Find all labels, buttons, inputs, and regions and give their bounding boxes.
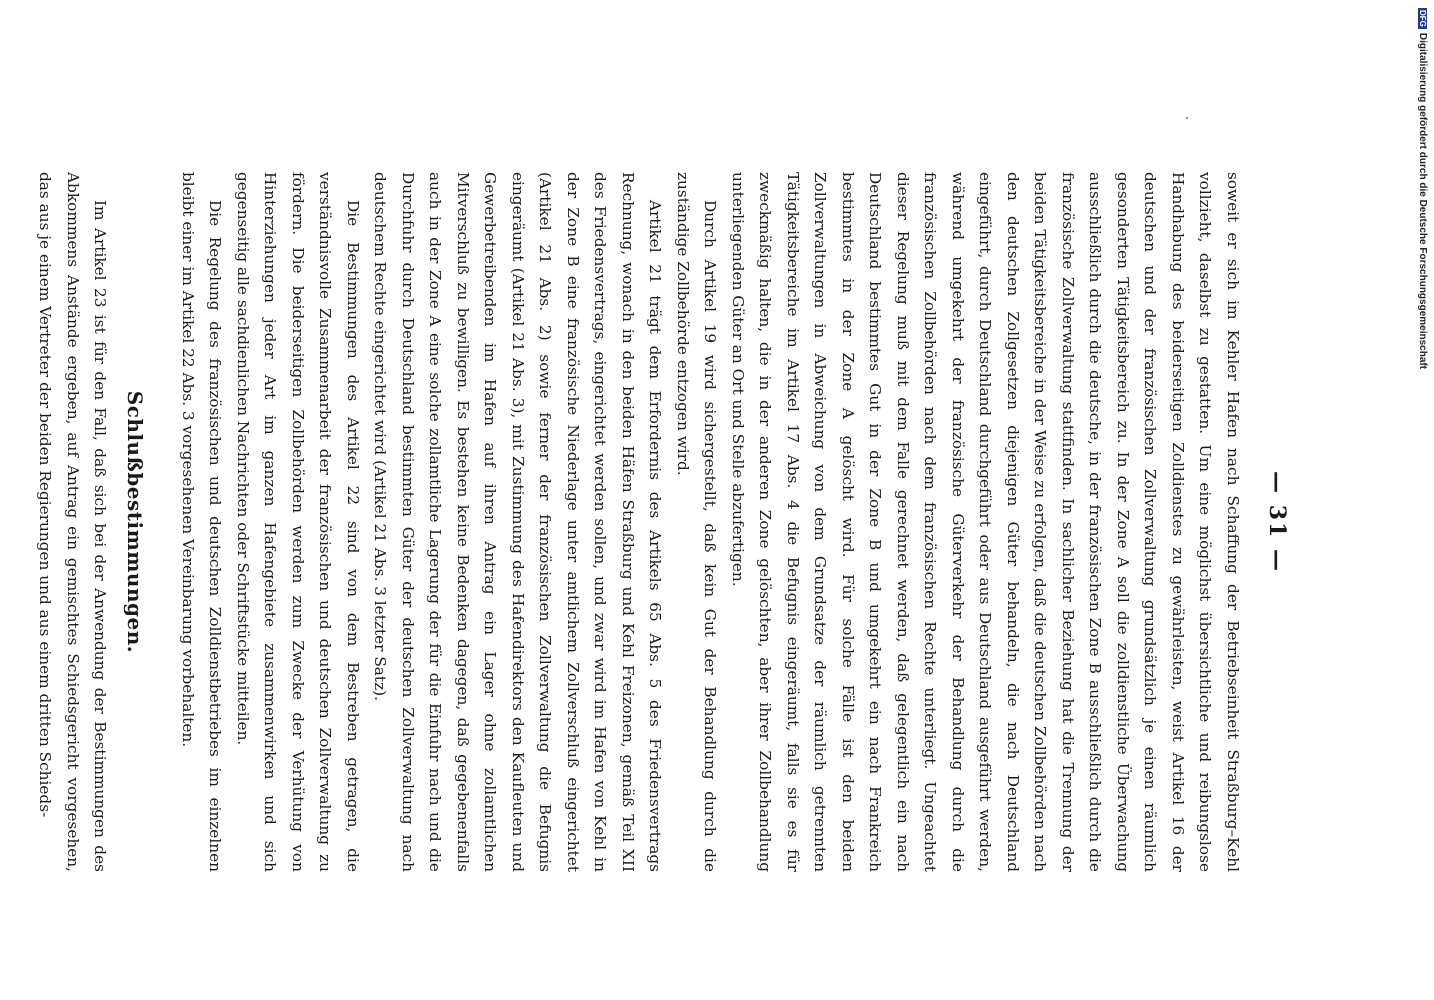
- paragraph-2: Durch Artikel 19 wird sichergestellt, daß kein Gut der Behandlung durch die zuständige Zollbehörde entzogen wird.: [674, 172, 720, 872]
- stamp-text-wrapper: [1417, 8, 1428, 388]
- dfg-logo-icon: DFG: [1418, 10, 1427, 27]
- paragraph-3: Artikel 21 trägt dem Erfordernis des Artikels 65 Abs. 5 des Friedensvertrags Rechnung, wonach in den beiden Häfen Straßburg und Kehl Freizonen, gemäß Teil XII des Friedensvertrags, eingerichtet werden sollen, und zwar wird im Hafen von Kehl in der Zone B eine französische Niederlage unter amtlichem Zollverschluß eingerichtet (Artikel 21 Abs. 2) sowie ferner der französischen Zollverwaltung die Befugnis eingeräumt (Artikel 21 Abs. 3), mit Zustimmung des Hafendirektors den Kaufleuten und Gewerbetreibenden im Hafen auf ihren Antrag ein Lager ohne zollamtlichen Mitverschluß zu bewilligen. Es bestehen keine Bedenken dagegen, daß gegebenenfalls auch in der Zone A eine solche zollamtliche Lagerung der für die Einfuhr nach und die Durchfuhr durch Deutschland bestimmten Güter der deutschen Zollverwaltung nach deutschem Rechte eingerichtet wird (Artikel 21 Abs. 3 letzter Satz).: [371, 172, 665, 872]
- paragraph-5: Die Regelung des französischen und deutschen Zolldienstbetriebes im einzelnen bleibt einer im Artikel 22 Abs. 3 vorgesehenen Vereinbarung vorbehalten.: [179, 172, 225, 872]
- paragraph-1: soweit er sich im Kehler Hafen nach Schaffung der Betriebseinheit Straßburg–Kehl vollzieht, daselbst zu gestatten. Um eine möglichst übersichtliche und reibungslose Handhabung des beiderseitigen Zolldienstes zu gewährleisten, weist Artikel 16 der deutschen und der französischen Zollverwaltung grundsätzlich je einen räumlich gesonderten Tätigkeitsbereich zu. In der Zone A soll die zolldienstliche Überwachung ausschließlich durch die deutsche, in der französischen Zone B ausschließlich durch die französische Zollverwaltung stattfinden. In sachlicher Beziehung hat die Trennung der beiden Tätigkeitsbereiche in der Weise zu erfolgen, daß die deutschen Zollbehörden nach den deutschen Zollgesetzen diejenigen Güter behandeln, die nach Deutschland eingeführt, durch Deutschland durchgeführt oder aus Deutschland ausgeführt werden, während umgekehrt der französische Güterverkehr der Behandlung durch die französischen Zollbehörden nach dem französischen Rechte unterliegt. Ungeachtet dieser Regelung muß mit dem Falle gerechnet werden, daß gelegentlich ein nach Deutschland bestimmtes Gut in der Zone B und umgekehrt ein nach Frankreich bestimmtes in der Zone A gelöscht wird. Für solche Fälle ist den beiden Zollverwaltungen in Abweichung von dem Grundsatze der räumlich getrennten Tätigkeitsbereiche im Artikel 17 Abs. 4 die Befugnis eingeräumt, falls sie es für zweckmäßig halten, die in der anderen Zone gelöschten, aber ihrer Zollbehandlung unterliegenden Güter an Ort und Stelle abzufertigen.: [729, 172, 1242, 872]
- paragraph-4: Die Bestimmungen des Artikel 22 sind von dem Bestreben getragen, die verständnisvolle Zusammenarbeit der französischen und deutschen Zollverwaltung zu fördern. Die beiderseitigen Zollbehörden werden zum Zwecke der Verhütung von Hinterziehungen jeder Art im ganzen Hafengebiete zusammenwirken und sich gegenseitig alle sachdienlichen Nachrichten oder Schriftstücke mitteilen.: [234, 172, 362, 872]
- stamp-text: Digitalisierung gefördert durch die Deutsche Forschungsgemeinschaft: [1417, 32, 1428, 370]
- scan-speck: [1186, 117, 1188, 119]
- section-heading: Schlußbestimmungen.: [123, 390, 148, 654]
- dfg-stamp: [1414, 8, 1430, 388]
- section-paragraph: Im Artikel 23 ist für den Fall, daß sich bei der Anwendung der Bestimmungen des Abkommens Anstände ergeben, auf Antrag ein gemischtes Schiedsgericht vorgesehen, das aus je einem Vertreter der beiden Regierungen und aus einem dritten Schieds-: [36, 172, 110, 872]
- text-block: [31, 172, 1290, 872]
- page-number: — 31 —: [1264, 471, 1290, 573]
